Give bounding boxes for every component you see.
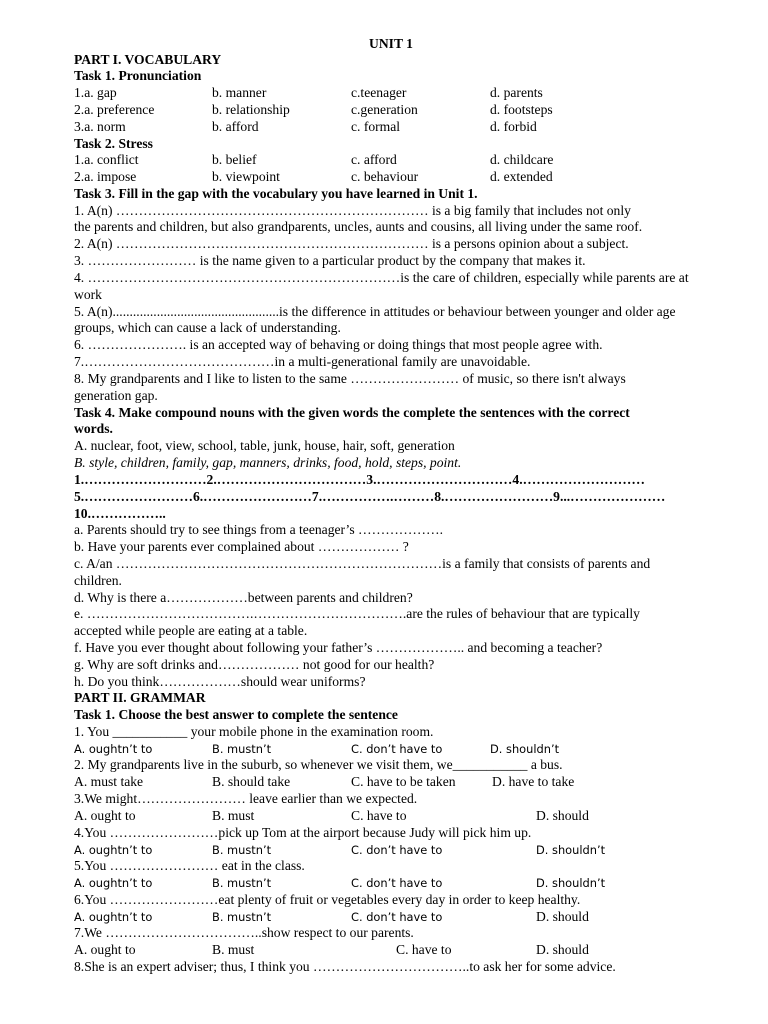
option: C. have to be taken — [351, 774, 456, 789]
options-row — [74, 741, 724, 757]
text-line: a. Parents should try to see things from a teenager’s ………………. — [74, 522, 443, 537]
option: D. should — [536, 942, 589, 957]
option: B. mustn’t — [212, 742, 272, 756]
option: d. parents — [490, 85, 543, 100]
option: D. have to take — [492, 774, 575, 789]
option: B. must — [212, 942, 255, 957]
text-line: 6. …………………. is an accepted way of behaving or doing things that most people agree with. — [74, 337, 603, 352]
option: C. don’t have to — [351, 742, 443, 756]
options-row — [74, 774, 724, 790]
option: d. extended — [490, 169, 553, 184]
option: b. belief — [212, 152, 257, 167]
option: C. don’t have to — [351, 876, 443, 890]
word-list-a: A. nuclear, foot, view, school, table, junk, house, hair, soft, generation — [74, 438, 455, 453]
option: A. oughtn’t to — [74, 843, 153, 857]
option: c. afford — [351, 152, 397, 167]
answer-blanks: 5.……………………6.……………………7.…………….………8.……………………9...………………… — [74, 489, 666, 504]
text-line: g. Why are soft drinks and……………… not good for our health? — [74, 657, 435, 672]
option: A. ought to — [74, 808, 136, 823]
question: 5.You …………………… eat in the class. — [74, 858, 305, 873]
task1-row — [74, 85, 724, 101]
answer-blanks: 1.………………………2.……………………………3.…………………………4.……………………… — [74, 472, 645, 487]
text-line: 8. My grandparents and I like to listen to the same …………………… of music, so there isn't always — [74, 371, 626, 386]
option: 2.a. preference — [74, 102, 155, 117]
option: 3.a. norm — [74, 119, 126, 134]
option: B. should take — [212, 774, 291, 789]
unit-title: UNIT 1 — [369, 36, 413, 51]
option: C. have to — [396, 942, 452, 957]
question: 6.You ……………………eat plenty of fruit or vegetables every day in order to keep healthy. — [74, 892, 581, 907]
part2-heading: PART II. GRAMMAR — [74, 690, 206, 705]
question: 8.She is an expert adviser; thus, I think you ……………………………..to ask her for some advice. — [74, 959, 616, 974]
option: 1.a. gap — [74, 85, 117, 100]
option: D. shouldn’t — [536, 876, 606, 890]
option: c. formal — [351, 119, 401, 134]
text-line: c. A/an ………………………………………………………………is a family that consists of parents and — [74, 556, 651, 571]
option: b. afford — [212, 119, 259, 134]
option: 1.a. conflict — [74, 152, 139, 167]
text-line: work — [74, 287, 102, 302]
options-row — [74, 942, 724, 958]
option: d. childcare — [490, 152, 554, 167]
option: b. relationship — [212, 102, 290, 117]
question: 3.We might…………………… leave earlier than we expected. — [74, 791, 418, 806]
question: 1. You ___________ your mobile phone in the examination room. — [74, 724, 434, 739]
option: D. shouldn’t — [536, 843, 606, 857]
option: D. should — [536, 808, 589, 823]
option: D. shouldn’t — [490, 742, 560, 756]
task2-heading: Task 2. Stress — [74, 136, 153, 151]
option: C. don’t have to — [351, 843, 443, 857]
task1-row — [74, 102, 724, 118]
options-row — [74, 808, 724, 824]
option: A. oughtn’t to — [74, 876, 153, 890]
question: 2. My grandparents live in the suburb, so whenever we visit them, we___________ a bus. — [74, 757, 563, 772]
text-line: e. ……………………………….…………………………….are the rules of behaviour that are typically — [74, 606, 640, 621]
word-list-b: B. style, children, family, gap, manners, drinks, food, hold, steps, point. — [74, 455, 462, 470]
task1-row — [74, 119, 724, 135]
text-line: d. Why is there a………………between parents and children? — [74, 590, 413, 605]
options-row — [74, 909, 724, 925]
option: A. ought to — [74, 942, 136, 957]
text-line: b. Have your parents ever complained about ……………… ? — [74, 539, 409, 554]
option: c.teenager — [351, 85, 407, 100]
option: c.generation — [351, 102, 418, 117]
text-line: 2. A(n) …………………………………………………………… is a persons opinion about a subject. — [74, 236, 629, 251]
text-line: h. Do you think………………should wear uniforms? — [74, 674, 366, 689]
question: 7.We ……………………………..show respect to our parents. — [74, 925, 414, 940]
option: C. don’t have to — [351, 910, 443, 924]
text-line: children. — [74, 573, 122, 588]
text-line: 3. …………………… is the name given to a particular product by the company that makes it. — [74, 253, 586, 268]
task4-heading: Task 4. Make compound nouns with the given words the complete the sentences with the correct — [74, 405, 630, 420]
task2-row — [74, 152, 724, 168]
question: 4.You ……………………pick up Tom at the airport because Judy will pick him up. — [74, 825, 532, 840]
task3-heading: Task 3. Fill in the gap with the vocabulary you have learned in Unit 1. — [74, 186, 478, 201]
option: D. should — [536, 909, 589, 924]
option: b. manner — [212, 85, 267, 100]
text-line: generation gap. — [74, 388, 158, 403]
task2-row — [74, 169, 724, 185]
text-line: 4. ……………………………………………………………is the care of children, especially while parents are at — [74, 270, 689, 285]
option: A. oughtn’t to — [74, 742, 153, 756]
text-line: f. Have you ever thought about following your father’s ……………….. and becoming a teacher? — [74, 640, 603, 655]
option: c. behaviour — [351, 169, 419, 184]
grammar-task-heading: Task 1. Choose the best answer to complete the sentence — [74, 707, 398, 722]
option: b. viewpoint — [212, 169, 280, 184]
options-row — [74, 842, 724, 858]
option: B. mustn’t — [212, 876, 272, 890]
part1-heading: PART I. VOCABULARY — [74, 52, 222, 67]
text-line: 7.……………………………………in a multi-generational family are unavoidable. — [74, 354, 531, 369]
option: d. forbid — [490, 119, 537, 134]
text-line: accepted while people are eating at a table. — [74, 623, 308, 638]
answer-blanks: 10.…………….. — [74, 506, 166, 521]
options-row — [74, 875, 724, 891]
text-line: 1. A(n) …………………………………………………………… is a big family that includes not only — [74, 203, 631, 218]
text-line: groups, which can cause a lack of understanding. — [74, 320, 341, 335]
option: A. must take — [74, 774, 144, 789]
option: B. must — [212, 808, 255, 823]
option: d. footsteps — [490, 102, 553, 117]
text-line: 5. A(n).................................................is the difference in attitudes or behaviour between younger and older age — [74, 304, 676, 319]
option: 2.a. impose — [74, 169, 137, 184]
option: A. oughtn’t to — [74, 910, 153, 924]
option: B. mustn’t — [212, 910, 272, 924]
option: B. mustn’t — [212, 843, 272, 857]
task4-heading-cont: words. — [74, 421, 113, 436]
task1-heading: Task 1. Pronunciation — [74, 68, 202, 83]
option: C. have to — [351, 808, 407, 823]
text-line: the parents and children, but also grandparents, uncles, aunts and cousins, all living under the same roof. — [74, 219, 643, 234]
